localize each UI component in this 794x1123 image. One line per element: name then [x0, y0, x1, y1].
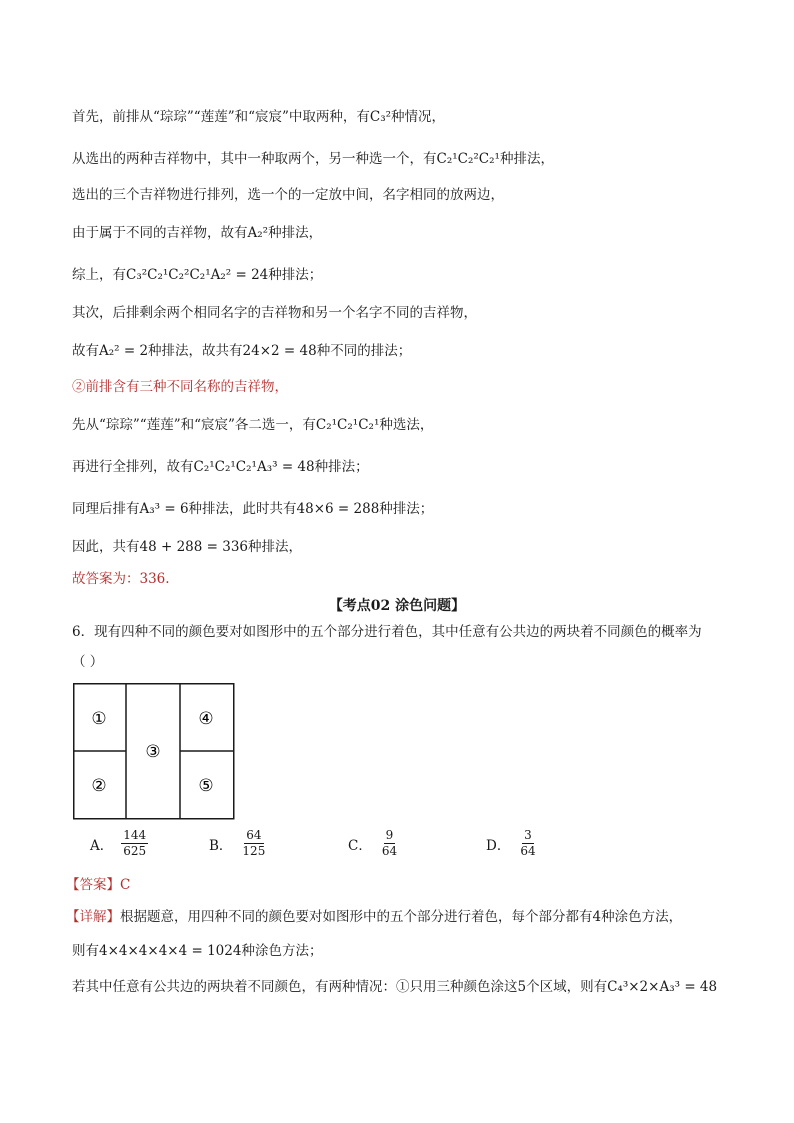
answer-line: [66, 876, 130, 894]
fraction-numerator: 144: [123, 828, 147, 842]
fraction-denominator: 64: [520, 844, 536, 858]
final-answer-line: 故答案为：336.: [72, 571, 170, 587]
solution-line: 再进行全排列，故有C₂¹C₂¹C₂¹A₃³ = 48种排法；: [72, 459, 369, 475]
option-c: [348, 828, 399, 859]
fraction-numerator: 9: [385, 828, 394, 842]
answer-value: C: [120, 877, 131, 893]
fraction-denominator: 625: [123, 844, 147, 858]
option-d: [486, 828, 538, 859]
option-letter: D．: [486, 837, 511, 854]
question-blank: （ ）: [72, 654, 104, 670]
fraction-denominator: 125: [242, 844, 266, 858]
solution-line-case-two: ②前排含有三种不同名称的吉祥物，: [72, 379, 288, 395]
option-a: [90, 828, 148, 859]
option-fraction: [240, 828, 267, 859]
fraction-denominator: 64: [381, 844, 398, 858]
fraction-numerator: 3: [524, 828, 532, 842]
solution-line: 选出的三个吉祥物进行排列，选一个的一定放中间，名字相同的放两边，: [72, 187, 504, 203]
option-letter: B．: [209, 837, 233, 854]
region-label: ④: [198, 709, 214, 729]
option-fraction: [518, 828, 537, 859]
option-fraction: [121, 828, 148, 859]
solution-line: 由于属于不同的吉祥物，故有A₂²种排法，: [72, 225, 323, 241]
solution-line: 故有A₂² = 2种排法，故共有24×2 = 48种不同的排法；: [72, 343, 412, 359]
region-label: ⑤: [198, 776, 214, 796]
option-fraction: [380, 828, 399, 859]
detail-line: 若其中任意有公共边的两块着不同颜色，有两种情况：①只用三种颜色涂这5个区域，则有C₄³×2×A₃³ = 48: [72, 979, 718, 995]
solution-line: 同理后排有A₃³ = 6种排法，此时共有48×6 = 288种排法；: [72, 501, 434, 517]
fraction-numerator: 64: [246, 828, 262, 842]
solution-line: 先从“琮琮”“莲莲”和“宸宸”各二选一，有C₂¹C₂¹C₂¹种选法，: [72, 417, 434, 433]
detail-line: 则有4×4×4×4×4 = 1024种涂色方法；: [72, 943, 323, 959]
detail-tag: 【详解】: [66, 909, 120, 925]
option-letter: A．: [90, 837, 114, 854]
region-figure: [73, 683, 236, 821]
region-label: ②: [91, 776, 107, 796]
solution-line: 综上，有C₃²C₂¹C₂²C₂¹A₂² = 24种排法；: [72, 267, 323, 283]
section-heading: 【考点02 涂色问题】: [328, 598, 466, 614]
solution-line: 因此，共有48 + 288 = 336种排法，: [72, 539, 303, 555]
solution-line: 首先，前排从“琮琮”“莲莲”和“宸宸”中取两种，有C₃²种情况，: [72, 109, 446, 125]
solution-line: 其次，后排剩余两个相同名字的吉祥物和另一个名字不同的吉祥物，: [72, 305, 477, 321]
option-letter: C．: [348, 837, 372, 854]
answer-tag: 【答案】: [66, 877, 120, 893]
solution-line: 从选出的两种吉祥物中，其中一种取两个，另一种选一个，有C₂¹C₂²C₂¹种排法，: [72, 151, 554, 167]
region-label: ①: [91, 709, 107, 729]
option-b: [209, 828, 267, 859]
question-text: 6．现有四种不同的颜色要对如图形中的五个部分进行着色，其中任意有公共边的两块着不同颜色的概率为: [72, 624, 702, 640]
detail-text: 根据题意，用四种不同的颜色要对如图形中的五个部分进行着色，每个部分都有4种涂色方法，: [120, 909, 683, 925]
region-label: ③: [145, 742, 161, 762]
detail-line: [66, 908, 682, 926]
